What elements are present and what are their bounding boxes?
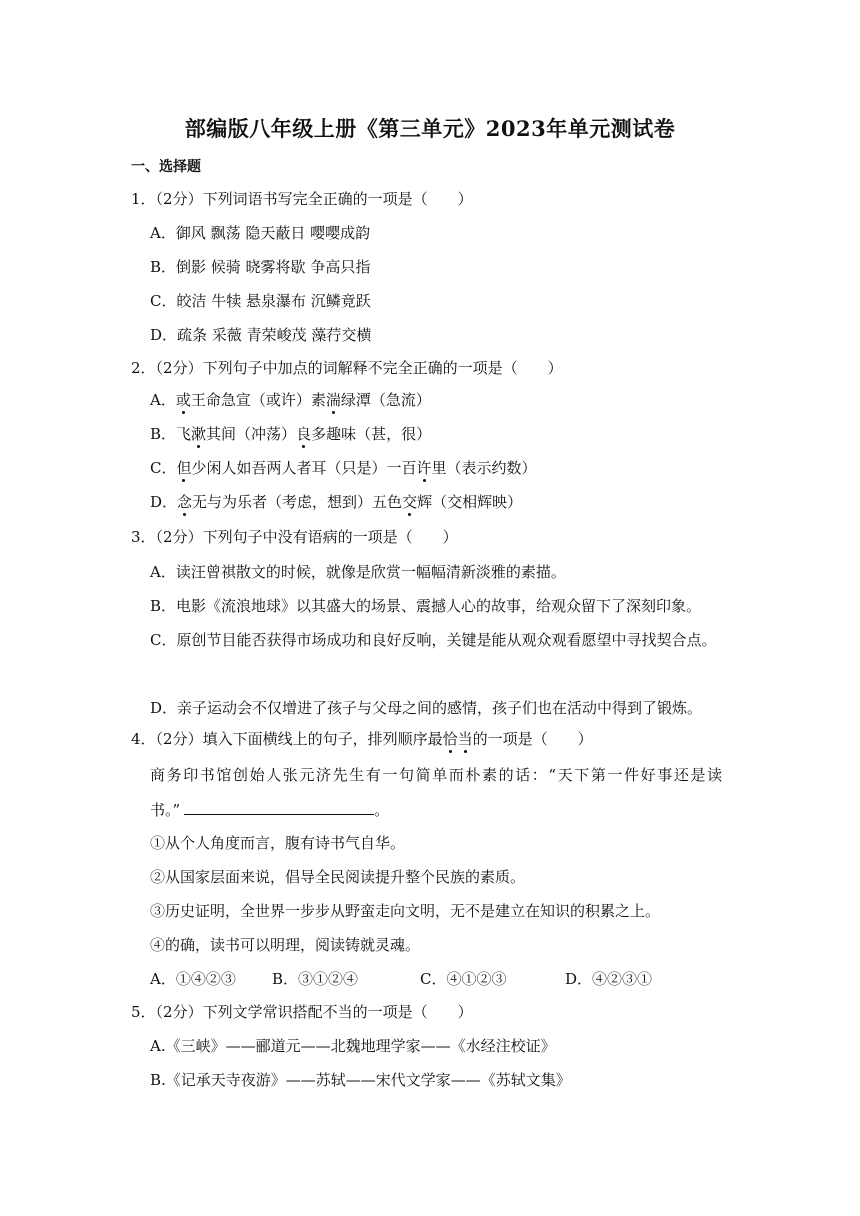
- question-3-option-b: B．电影《流浪地球》以其盛大的场景、震撼人心的故事，给观众留下了深刻印象。: [150, 597, 702, 615]
- question-1-option-b: B．倒影 候骑 晓雾将歇 争高只指: [150, 258, 371, 276]
- dotted-word: 许: [416, 459, 432, 477]
- question-4-option-d: D．④②③①: [565, 970, 653, 988]
- question-5-option-a: A.《三峡》——郦道元——北魏地理学家——《水经注校证》: [150, 1037, 556, 1055]
- question-4-passage-line-1: 商务印书馆创始人张元济先生有一句简单而朴素的话：“天下第一件好事还是读: [150, 766, 724, 784]
- question-4-passage-line-2: [150, 799, 389, 820]
- dotted-word: 当: [457, 730, 473, 748]
- section-heading: 一、选择题: [131, 159, 201, 175]
- question-1-option-a: A．御风 飘荡 隐天蔽日 嘤嘤成韵: [150, 224, 371, 242]
- question-2-option-c: [150, 458, 537, 478]
- dotted-word: 良: [296, 425, 312, 443]
- question-1-stem: 1．（2分）下列词语书写完全正确的一项是（ ）: [131, 190, 473, 208]
- passage-text: 书。”: [150, 801, 181, 819]
- stem-text: 4．（2分）填入下面横线上的句子，排列顺序最: [131, 730, 443, 748]
- question-4-options: [150, 969, 652, 989]
- question-2-stem: 2．（2分）下列句子中加点的词解释不完全正确的一项是（ ）: [131, 359, 563, 377]
- dotted-word: 念: [177, 493, 193, 511]
- question-3-option-d: D．亲子运动会不仅增进了孩子与父母之间的感情，孩子们也在活动中得到了锻炼。: [150, 699, 703, 717]
- option-text: 多趣味（甚，很）: [311, 425, 432, 443]
- option-text: 绿潭（急流）: [340, 391, 431, 409]
- option-text: 无与为乐者（考虑，想到）五色: [192, 493, 403, 511]
- question-2-option-d: [150, 492, 522, 512]
- answer-blank: [184, 799, 374, 815]
- option-prefix: B．飞: [150, 425, 192, 443]
- question-3-stem: 3．（2分）下列句子中没有语病的一项是（ ）: [131, 528, 458, 546]
- question-4-sentence-4: ④的确，读书可以明理，阅读铸就灵魂。: [150, 936, 421, 954]
- option-text: 少闲人如吾两人者耳（只是）一百: [191, 459, 417, 477]
- dotted-word: 湍: [325, 391, 341, 409]
- option-prefix: A．: [150, 391, 176, 409]
- question-5-stem: 5．（2分）下列文学常识搭配不当的一项是（ ）: [131, 1003, 473, 1021]
- dotted-word: 交: [402, 493, 418, 511]
- question-1-option-c: C．皎洁 牛犊 悬泉瀑布 沉鳞竟跃: [150, 292, 371, 310]
- question-4-option-a: A．①④②③: [150, 970, 236, 988]
- option-text: 里（表示约数）: [431, 459, 537, 477]
- passage-text: 。: [374, 801, 390, 819]
- question-2-option-a: [150, 390, 431, 410]
- page-title: 部编版八年级上册《第三单元》2023年单元测试卷: [184, 116, 676, 141]
- dotted-word: 或: [175, 391, 191, 409]
- question-3-option-a: A．读汪曾祺散文的时候，就像是欣赏一幅幅清新淡雅的素描。: [150, 563, 566, 581]
- dotted-word: 但: [176, 459, 192, 477]
- stem-text: 的一项是（ ）: [472, 730, 593, 748]
- option-text: 王命急宣（或许）素: [190, 391, 326, 409]
- question-1-option-d: D．疏条 采薇 青荣峻茂 藻荇交横: [150, 326, 372, 344]
- question-4-sentence-3: ③历史证明，全世界一步步从野蛮走向文明，无不是建立在知识的积累之上。: [150, 902, 661, 920]
- question-3-option-c: C．原创节目能否获得市场成功和良好反响，关键是能从观众观看愿望中寻找契合点。: [150, 631, 717, 649]
- question-4-option-b: B．③①②④: [272, 970, 359, 988]
- dotted-word: 漱: [191, 425, 207, 443]
- question-4-stem: [131, 729, 593, 749]
- question-4-option-c: C．④①②③: [420, 970, 507, 988]
- question-4-sentence-2: ②从国家层面来说，倡导全民阅读提升整个民族的素质。: [150, 868, 526, 886]
- question-2-option-b: [150, 424, 431, 444]
- option-text: 辉（交相辉映）: [417, 493, 523, 511]
- option-text: 其间（冲荡）: [206, 425, 297, 443]
- option-prefix: C．: [150, 459, 177, 477]
- dotted-word: 恰: [442, 730, 458, 748]
- option-prefix: D．: [150, 493, 178, 511]
- question-4-sentence-1: ①从个人角度而言，腹有诗书气自华。: [150, 834, 406, 852]
- question-5-option-b: B.《记承天寺夜游》——苏轼——宋代文学家——《苏轼文集》: [150, 1071, 571, 1089]
